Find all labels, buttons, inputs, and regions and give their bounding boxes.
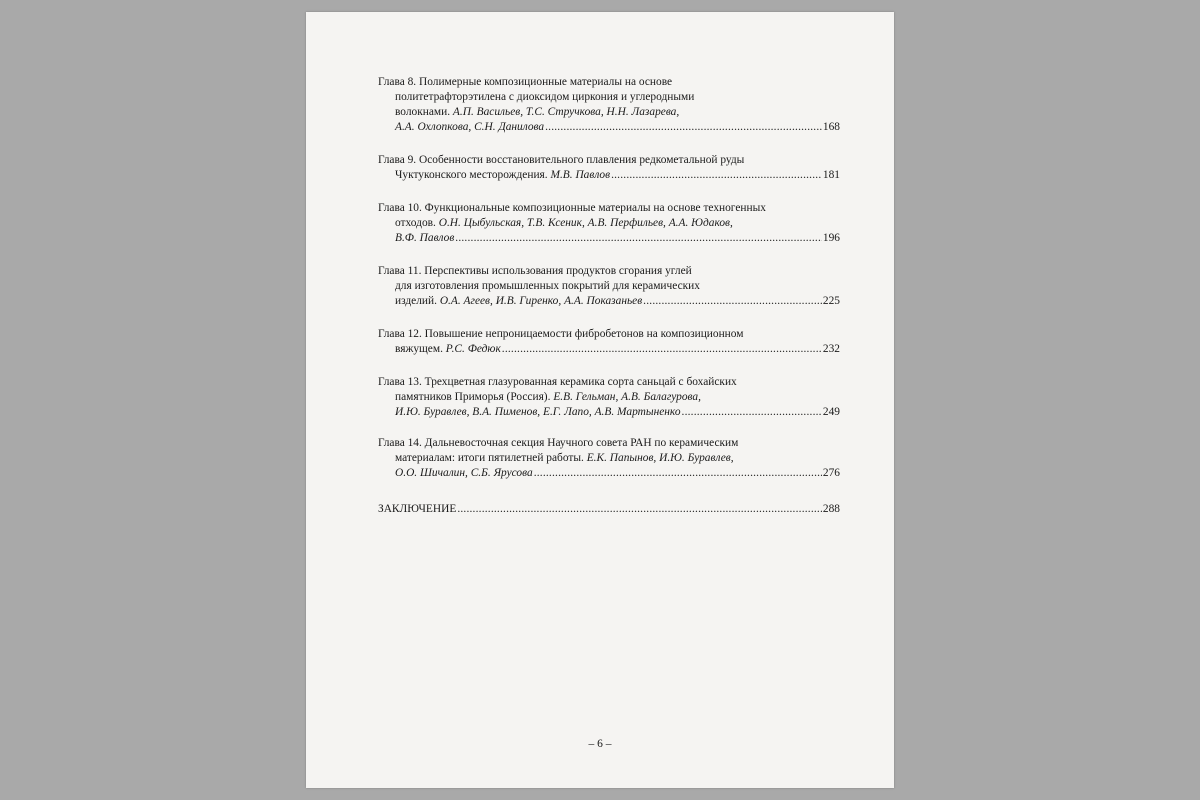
- toc-entry-title-line: политетрафторэтилена с диоксидом циркония и углеродными: [395, 91, 695, 103]
- toc-entry-last-line: [378, 502, 840, 517]
- toc-entry-conclusion[interactable]: [378, 502, 840, 517]
- toc-entry-authors: А.А. Охлопкова, С.Н. Данилова: [395, 121, 545, 133]
- toc-entry-title-text: ЗАКЛЮЧЕНИЕ: [378, 503, 457, 515]
- toc-entry-title-line: Глава 11. Перспективы использования продуктов сгорания углей: [378, 265, 692, 277]
- toc-entry-authors: Е.В. Гельман, А.В. Балагурова,: [553, 391, 701, 403]
- dot-leader: [534, 466, 822, 481]
- toc-entry-title-line: Глава 10. Функциональные композиционные материалы на основе техногенных: [378, 202, 766, 214]
- toc-entry-chapter-9[interactable]: [378, 153, 840, 183]
- toc-entry-authors: А.П. Васильев, Т.С. Стручкова, Н.Н. Лазарева,: [452, 106, 680, 118]
- toc-entry-title-line: [378, 451, 840, 466]
- toc-entry-chapter-13[interactable]: [378, 375, 840, 420]
- toc-entry-last-line: [378, 405, 840, 420]
- toc-entry-chapter-11[interactable]: [378, 264, 840, 309]
- toc-entry-authors: О.О. Шичалин, С.Б. Ярусова: [395, 467, 533, 479]
- page-number-footer: – 6 –: [588, 738, 612, 750]
- toc-entry-last-line: [378, 231, 840, 246]
- toc-entry-title-line: [378, 216, 840, 231]
- toc-entry-chapter-8[interactable]: [378, 75, 840, 135]
- toc-entry-title-line: [378, 105, 840, 120]
- toc-entry-title-text: Чуктуконского месторождения.: [395, 169, 551, 181]
- toc-entry-title-line: [378, 390, 840, 405]
- document-page: [306, 12, 894, 788]
- toc-entry-page-number: 181: [822, 169, 840, 181]
- toc-entry-authors: М.В. Павлов: [550, 169, 611, 181]
- dot-leader: [643, 294, 822, 309]
- toc-entry-title-text: материалам: итоги пятилетней работы.: [395, 452, 587, 464]
- toc-entry-title-line: для изготовления промышленных покрытий для керамических: [395, 280, 700, 292]
- toc-entry-page-number: 225: [822, 295, 840, 307]
- toc-entry-authors: Р.С. Федюк: [445, 343, 501, 355]
- toc-entry-title-text: изделий.: [395, 295, 440, 307]
- toc-entry-page-number: 249: [822, 406, 840, 418]
- dot-leader: [682, 405, 822, 420]
- toc-entry-page-number: 232: [822, 343, 840, 355]
- toc-entry-page-number: 196: [822, 232, 840, 244]
- toc-entry-title-line: Глава 9. Особенности восстановительного плавления редкометальной руды: [378, 154, 745, 166]
- toc-entry-page-number: 168: [822, 121, 840, 133]
- toc-entry-title-text: [395, 168, 610, 183]
- toc-entry-last-line: [378, 120, 840, 135]
- dot-leader: [611, 168, 822, 183]
- toc-entry-authors: О.Н. Цыбульская, Т.В. Ксеник, А.В. Перфильев, А.А. Юдаков,: [438, 217, 733, 229]
- toc-entry-last-line: [378, 294, 840, 309]
- toc-entry-authors: В.Ф. Павлов: [395, 232, 455, 244]
- toc-entry-title-text: волокнами.: [395, 106, 453, 118]
- toc-entry-last-line: [378, 342, 840, 357]
- toc-entry-title-line: Глава 13. Трехцветная глазурованная керамика сорта саньцай с бохайских: [378, 376, 737, 388]
- dot-leader: [455, 231, 822, 246]
- toc-entry-authors: И.Ю. Буравлев, В.А. Пименов, Е.Г. Лапо, А.В. Мартыненко: [395, 406, 681, 418]
- toc-entry-last-line: [378, 466, 840, 481]
- toc-entry-title-text: вяжущем.: [395, 343, 446, 355]
- toc-entry-title-line: Глава 12. Повышение непроницаемости фибробетонов на композиционном: [378, 328, 744, 340]
- toc-entry-title-text: памятников Приморья (Россия).: [395, 391, 554, 403]
- toc-entry-page-number: 276: [822, 467, 840, 479]
- toc-entry-title-text: [395, 342, 501, 357]
- toc-entry-title-text: [395, 294, 642, 309]
- toc-entry-title-line: Глава 8. Полимерные композиционные материалы на основе: [378, 76, 673, 88]
- toc-entry-chapter-14[interactable]: [378, 436, 840, 481]
- toc-entry-last-line: [378, 168, 840, 183]
- toc-entry-page-number: 288: [822, 503, 840, 515]
- dot-leader: [502, 342, 822, 357]
- dot-leader: [457, 502, 822, 517]
- toc-entry-authors: О.А. Агеев, И.В. Гиренко, А.А. Показаньев: [439, 295, 643, 307]
- toc-entry-chapter-12[interactable]: [378, 327, 840, 357]
- table-of-contents: [378, 75, 840, 535]
- dot-leader: [545, 120, 822, 135]
- toc-entry-chapter-10[interactable]: [378, 201, 840, 246]
- toc-entry-authors: Е.К. Папынов, И.Ю. Буравлев,: [586, 452, 734, 464]
- toc-entry-title-line: Глава 14. Дальневосточная секция Научного совета РАН по керамическим: [378, 437, 739, 449]
- toc-entry-title-text: отходов.: [395, 217, 439, 229]
